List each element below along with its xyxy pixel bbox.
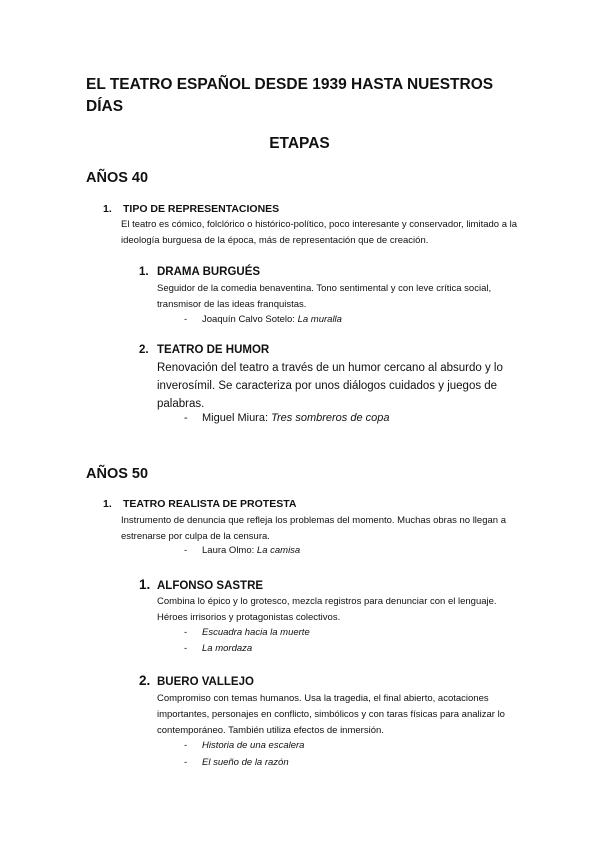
- bullet-calvo-sotelo: [184, 314, 342, 325]
- heading-tipo-representaciones: [103, 203, 279, 215]
- list-number: 1.: [139, 577, 151, 592]
- bullet-work: Historia de una escalera: [202, 740, 305, 751]
- bullet-work: La muralla: [297, 314, 342, 325]
- heading-anos-40: AÑOS 40: [86, 170, 149, 186]
- bullet-dash: -: [184, 545, 188, 556]
- heading-text: ALFONSO SASTRE: [157, 580, 264, 592]
- bullet-historia-escalera: [184, 740, 304, 751]
- bullet-dash: -: [184, 314, 188, 325]
- paragraph-alfonso-sastre: Combina lo épico y lo grotesco, mezcla registros para denunciar con el lenguaje. Héroes irrisorios y protagonistas colectivos.: [157, 596, 497, 623]
- bullet-dash: -: [184, 740, 188, 751]
- heading-text: TIPO DE REPRESENTACIONES: [123, 203, 280, 215]
- heading-buero-vallejo: [139, 673, 254, 688]
- bullet-la-mordaza: [184, 643, 252, 654]
- heading-teatro-realista: [103, 498, 296, 510]
- paragraph-buero-vallejo: Compromiso con temas humanos. Usa la tragedia, el final abierto, acotaciones importantes, personajes en conflicto, simbólicos y con taras físicas para analizar lo contemporáneo. También utiliza efectos de inmersión.: [157, 693, 505, 736]
- heading-text: BUERO VALLEJO: [157, 676, 254, 688]
- list-number: 1.: [139, 266, 149, 278]
- bullet-laura-olmo: [184, 545, 300, 556]
- heading-teatro-de-humor: [139, 344, 269, 356]
- bullet-dash: -: [184, 412, 188, 424]
- bullet-dash: -: [184, 643, 188, 654]
- document-title: EL TEATRO ESPAÑOL DESDE 1939 HASTA NUESTROS DÍAS: [86, 76, 494, 115]
- bullet-dash: -: [184, 757, 188, 768]
- bullet-work: Escuadra hacia la muerte: [202, 627, 310, 638]
- bullet-author: Miguel Miura:: [202, 412, 269, 424]
- list-number: 1.: [103, 498, 112, 510]
- heading-drama-burgues: [139, 266, 260, 278]
- bullet-author: Joaquín Calvo Sotelo:: [202, 314, 295, 325]
- list-number: 1.: [103, 203, 112, 215]
- bullet-work: Tres sombreros de copa: [271, 412, 390, 424]
- heading-alfonso-sastre: [139, 577, 263, 592]
- paragraph-teatro-de-humor: Renovación del teatro a través de un humor cercano al absurdo y lo inverosímil. Se caracteriza por unos diálogos cuidados y juegos de palabras.: [157, 362, 503, 410]
- bullet-miguel-miura: [184, 412, 390, 424]
- paragraph-tipo-representaciones: El teatro es cómico, folclórico o histórico-político, poco interesante y conservador, limitado a la ideología burguesa de la época, más de representación que de creación.: [121, 219, 518, 246]
- paragraph-drama-burgues: Seguidor de la comedia benaventina. Tono sentimental y con leve crítica social, transmisor de las ideas franquistas.: [157, 283, 492, 310]
- bullet-work: La mordaza: [202, 643, 253, 654]
- bullet-work: La camisa: [256, 545, 301, 556]
- heading-text: TEATRO REALISTA DE PROTESTA: [123, 498, 297, 510]
- bullet-work: El sueño de la razón: [202, 757, 289, 768]
- list-number: 2.: [139, 673, 151, 688]
- section-title-etapas: ETAPAS: [269, 135, 330, 152]
- heading-anos-50: AÑOS 50: [86, 466, 149, 482]
- bullet-author: Laura Olmo:: [202, 545, 255, 556]
- heading-text: DRAMA BURGUÉS: [157, 266, 261, 278]
- bullet-sueno-razon: [184, 757, 289, 768]
- bullet-escuadra: [184, 627, 310, 638]
- list-number: 2.: [139, 344, 149, 356]
- heading-text: TEATRO DE HUMOR: [157, 344, 270, 356]
- paragraph-teatro-realista: Instrumento de denuncia que refleja los problemas del momento. Muchas obras no llegan a estrenarse por culpa de la censura.: [121, 515, 506, 542]
- bullet-dash: -: [184, 627, 188, 638]
